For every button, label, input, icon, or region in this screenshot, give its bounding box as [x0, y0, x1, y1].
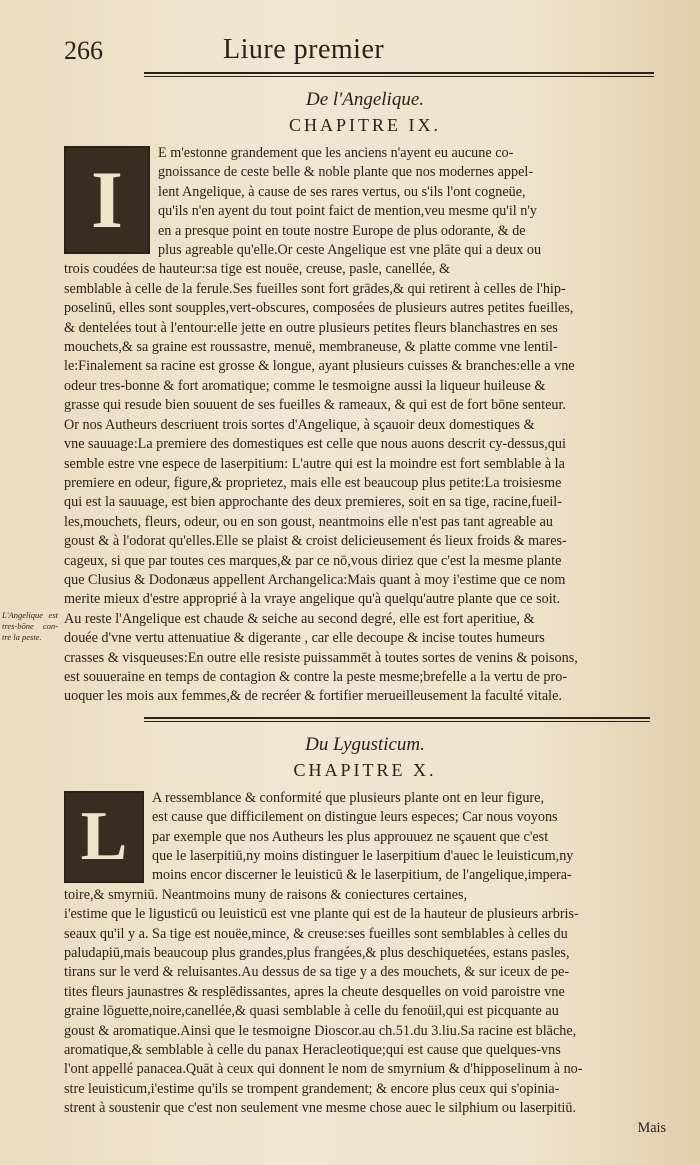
chapter10-dropcap: L: [64, 791, 144, 883]
text-line: merite mieux d'estre approprié à la vraye angelique qu'à quelqu'autre plante que ce soit.: [64, 591, 561, 608]
running-title: Liure premier: [223, 34, 385, 65]
text-line: grasse qui resude bien souuent de ses fueilles & rameaux, & qui est de fort bōne senteur.: [64, 397, 566, 414]
text-line: semblable à celle de la ferule.Ses fueilles sont fort grādes,& qui retirent à celles de l'hip-: [64, 280, 566, 297]
text-line: E m'estonne grandement que les anciens n'ayent eu aucune co-: [158, 145, 514, 161]
text-line: strent à soustenir que c'est non seulement vne mesme chose auec le silphium ou laserpitiū.: [64, 1100, 576, 1117]
catchword: Mais: [637, 1119, 666, 1136]
page-number: 266: [64, 36, 103, 65]
text-line: mouchets,& sa graine est roussastre, menuë, membraneuse, & platte comme vne lentil-: [64, 339, 558, 356]
text-line: tites fleurs jaunastres & resplēdissantes, apres la cheute desquelles on void paroistre vne: [64, 983, 565, 1000]
text-line: l'ont appellé panacea.Quāt à ceux qui donnent le nom de smyrnium & d'hipposelinum à no-: [64, 1061, 583, 1078]
text-line: premiere en odeur, figure,& proprietez, mais elle est beaucoup plus petite:La troisiesme: [64, 474, 562, 491]
text-line: que le laserpitiū,ny moins distinguer le laserpitium d'auec le leuisticum,ny: [152, 848, 574, 864]
chapter10-section-title: Du Lygusticum.: [305, 733, 425, 755]
page-header: [64, 30, 666, 66]
text-line: A ressemblance & conformité que plusieurs plante ont en leur figure,: [152, 789, 545, 806]
text-line: seaux qu'il y a. Sa tige est nouëe,mince, & creuse:ses fueilles sont semblables à celles du: [64, 925, 568, 942]
text-line: par exemple que nos Autheurs les plus approuuez ne sçauent que c'est: [152, 828, 549, 845]
text-line: Or nos Autheurs descriuent trois sortes d'Angelique, à sçauoir deux domestiques &: [64, 416, 535, 433]
chapter10-label: CHAPITRE X.: [293, 759, 437, 780]
text-line: i'estime que le ligusticū ou leuisticū est vne plante qui est de la hauteur de plusieurs arbris-: [64, 906, 579, 923]
chapter10-text: [64, 789, 666, 1138]
chapter9-text: [2, 144, 666, 707]
text-line: cageux, si que par toutes ces marques,& par ce nō,vous diriez que c'est la mesme plante: [64, 552, 562, 569]
text-line: toire,& smyrniū. Neantmoins muny de raisons & coniectures certaines,: [64, 886, 468, 903]
text-line: stre leuisticum,i'estime qu'ils se trompent grandement; & encore plus ceux qui s'opinia-: [64, 1080, 560, 1097]
text-line: les,mouchets, fleurs, odeur, ou en son goust, neantmoins elle n'est pas tant agreable au: [64, 513, 553, 530]
text-line: Au reste l'Angelique est chaude & seiche au second degré, elle est fort aperitiue, &: [64, 610, 535, 627]
text-line: crasses & visqueuses:En outre elle resiste puissammēt à toutes sortes de venins & poisons,: [64, 649, 578, 666]
text-line: gnoissance de ceste belle & noble plante que nos modernes appel-: [158, 164, 534, 181]
text-line: paludapiū,mais beaucoup plus grandes,plus frangées,& plus deschiquetées, estans pasles,: [64, 945, 570, 962]
text-line: tirans sur le verd & reluisantes.Au dessus de sa tige y a des mouchets, & sur iceux de pe-: [64, 964, 570, 981]
text-line: & dentelées tout à l'entour:elle jette en outre plusieurs petites fleurs blanchastres en ses: [64, 319, 558, 336]
chapter9-dropcap: I: [64, 146, 150, 254]
header-rule: [144, 72, 654, 77]
text-line: goust & aromatique.Ainsi que le tesmoigne Dioscor.au ch.51.du 3.liu.Sa racine est blāche,: [64, 1022, 577, 1039]
text-line: plus agreable qu'elle.Or ceste Angelique est vne plāte qui a deux ou: [158, 242, 542, 259]
text-line: graine lōguette,noire,canellée,& quasi semblable à celle du fenoüil,qui est picquante au: [64, 1003, 559, 1020]
text-line: en a presque point en toute nostre Europe de plus odorante, & de: [158, 222, 526, 239]
text-line: moins encor discerner le leuisticū & le laserpitium, de l'angelique,impera-: [152, 867, 572, 884]
text-line: que Clusius & Dodonæus appellent Archangelica:Mais quant à moy i'estime que ce nom: [64, 571, 566, 588]
chapter9-label: CHAPITRE IX.: [289, 115, 441, 135]
text-line: odeur tres-bonne & fort aromatique; comme le tesmoigne aussi la liqueur huileuse &: [64, 377, 546, 394]
text-line: vne sauuage:La premiere des domestiques est celle que nous auons descrit cy-dessus,qui: [64, 436, 566, 453]
text-line: le:Finalement sa racine est grosse & longue, ayant plusieurs cuisses & branches:elle a vne: [64, 358, 575, 375]
text-line: douée d'vne vertu attenuatiue & digerante , car elle decoupe & incise toutes humeurs: [64, 630, 545, 647]
text-line: qu'ils n'en ayent du tout point faict de mention,veu mesme qu'il n'y: [158, 203, 538, 220]
text-line: uoquer les mois aux femmes,& de recréer & fortifier merueilleusement la faculté vitale.: [64, 688, 562, 705]
text-line: trois coudées de hauteur:sa tige est nouëe, creuse, pasle, canellée, &: [64, 261, 451, 278]
text-line: poselinū, elles sont soupples,vert-obscures, composées de plusieurs autres petites fueilles,: [64, 300, 574, 317]
text-line: aromatique,& semblable à celle du panax Heracleotique;qui est cause que quelques-vns: [64, 1042, 561, 1059]
margin-note: L'Angelique est tres-bōne con-tre la peste.: [2, 610, 58, 642]
text-line: est cause que difficilement on distingue leurs especes; Car nous voyons: [152, 809, 558, 826]
text-line: qui est la sauuage, est bien approchante des deux premieres, soit en sa tige, racine,fueil-: [64, 494, 562, 511]
text-line: goust & à l'odorat qu'elles.Elle se plaist & croist delicieusement és lieux froids & mares-: [64, 533, 567, 550]
text-line: lent Angelique, à cause de ses rares vertus, ou s'ils l'ont cogneüe,: [158, 183, 526, 200]
text-line: est souueraine en temps de contagion & contre la peste mesme;brefelle a la vertu de pro-: [64, 668, 568, 685]
text-line: semble estre vne espece de laserpitium: L'autre qui est la moindre est fort semblable à la: [64, 455, 565, 472]
chapter9-section-title: De l'Angelique.: [305, 89, 425, 110]
chapter-divider: [144, 717, 650, 722]
